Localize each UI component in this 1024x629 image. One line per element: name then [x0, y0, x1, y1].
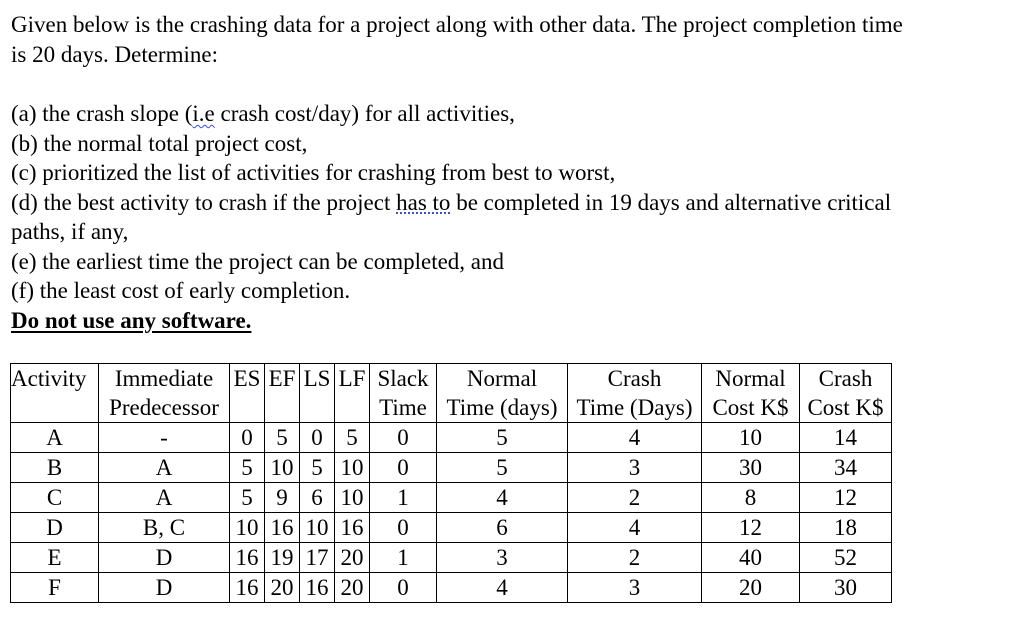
table-cell: 10	[335, 483, 370, 513]
software-note: Do not use any software.	[11, 307, 252, 333]
table-cell: A	[11, 423, 99, 453]
table-cell: 52	[800, 543, 892, 573]
table-cell: 4	[437, 573, 568, 603]
header-es: ES	[230, 364, 265, 394]
table-cell: 8	[702, 483, 800, 513]
table-cell: 5	[265, 423, 300, 453]
table-cell: 16	[230, 573, 265, 603]
item-d-has-to: has to	[396, 189, 451, 215]
header-ls-2	[300, 393, 335, 423]
header-normal-time-days: Time (days)	[437, 393, 568, 423]
table-cell: 3	[437, 543, 568, 573]
table-cell: 10	[300, 513, 335, 543]
crashing-data-table	[10, 363, 892, 603]
item-d-text-2: be completed in 19 days and alternative critical	[450, 189, 892, 215]
table-cell: 0	[370, 453, 437, 483]
table-cell: 3	[568, 573, 702, 603]
header-ef: EF	[265, 364, 300, 394]
table-cell: 30	[800, 573, 892, 603]
table-row	[11, 453, 892, 483]
table-cell: 6	[300, 483, 335, 513]
table-cell: 5	[230, 453, 265, 483]
table-cell: 4	[568, 513, 702, 543]
item-a-ie: i.e	[192, 101, 215, 126]
table-cell: 12	[702, 513, 800, 543]
table-row	[11, 513, 892, 543]
item-e: (e) the earliest time the project can be completed, and	[11, 248, 504, 274]
header-normal-cost-k: Cost K$	[702, 393, 800, 423]
table-row	[11, 543, 892, 573]
header-normal-time: Normal	[437, 364, 568, 394]
header-es-2	[230, 393, 265, 423]
table-cell: 19	[265, 543, 300, 573]
table-cell: 0	[300, 423, 335, 453]
table-cell: 10	[335, 453, 370, 483]
table-cell: 10	[265, 453, 300, 483]
table-row	[11, 483, 892, 513]
table-cell: 40	[702, 543, 800, 573]
table-cell: 16	[335, 513, 370, 543]
header-crash-cost-k: Cost K$	[800, 393, 892, 423]
item-a-text-1: (a) the crash slope (	[11, 101, 193, 126]
header-predecessor: Predecessor	[99, 393, 230, 423]
table-cell: 30	[702, 453, 800, 483]
table-cell: 1	[370, 483, 437, 513]
table-cell: 16	[300, 573, 335, 603]
header-activity-2	[11, 393, 99, 423]
table-cell: 16	[230, 543, 265, 573]
item-f: (f) the least cost of early completion.	[11, 278, 351, 303]
table-cell: 2	[568, 543, 702, 573]
table-cell: 4	[437, 483, 568, 513]
intro-line-1: Given below is the crashing data for a project along with other data. The project completion time	[11, 12, 903, 37]
table-cell: 14	[800, 423, 892, 453]
item-d-continued: paths, if any,	[11, 219, 129, 244]
table-cell: 4	[568, 423, 702, 453]
table-cell: D	[99, 543, 230, 573]
header-lf: LF	[335, 364, 370, 394]
header-slack-time: Time	[370, 393, 437, 423]
table-cell: 20	[335, 573, 370, 603]
table-row	[11, 573, 892, 603]
table-cell: 6	[437, 513, 568, 543]
table-cell: 5	[335, 423, 370, 453]
table-cell: 17	[300, 543, 335, 573]
table-cell: 20	[702, 573, 800, 603]
table-body	[11, 423, 892, 603]
table-cell: 5	[437, 423, 568, 453]
header-slack: Slack	[370, 364, 437, 394]
table-cell: 20	[335, 543, 370, 573]
table-cell: 10	[702, 423, 800, 453]
header-crash-time: Crash	[568, 364, 702, 394]
item-d-text-1: (d) the best activity to crash if the project	[11, 189, 397, 215]
header-ls: LS	[300, 364, 335, 394]
table-cell: A	[99, 483, 230, 513]
table-cell: 34	[800, 453, 892, 483]
table-cell: 10	[230, 513, 265, 543]
header-activity: Activity	[11, 364, 99, 394]
table-row	[11, 423, 892, 453]
table-cell: 2	[568, 483, 702, 513]
table-cell: 5	[437, 453, 568, 483]
table-cell: 3	[568, 453, 702, 483]
table-cell: E	[11, 543, 99, 573]
table-cell: 5	[300, 453, 335, 483]
header-immediate: Immediate	[99, 364, 230, 394]
table-header-row-2	[11, 393, 892, 423]
table-cell: 16	[265, 513, 300, 543]
item-a	[11, 99, 1011, 129]
table-cell: C	[11, 483, 99, 513]
table-cell: B	[11, 453, 99, 483]
table-cell: F	[11, 573, 99, 603]
table-cell: 18	[800, 513, 892, 543]
header-crash-cost: Crash	[800, 364, 892, 394]
intro-line-2: is 20 days. Determine:	[11, 41, 218, 67]
item-c: (c) prioritized the list of activities for crashing from best to worst,	[11, 160, 616, 185]
problem-statement	[11, 10, 1011, 335]
item-d	[11, 188, 1011, 218]
table-cell: 12	[800, 483, 892, 513]
header-normal-cost: Normal	[702, 364, 800, 394]
table-cell: D	[99, 573, 230, 603]
table-cell: 5	[230, 483, 265, 513]
table-cell: -	[99, 423, 230, 453]
table-cell: 0	[370, 513, 437, 543]
table-cell: B, C	[99, 513, 230, 543]
table-header-row-1	[11, 364, 892, 394]
header-lf-2	[335, 393, 370, 423]
item-b: (b) the normal total project cost,	[11, 130, 308, 156]
table-cell: A	[99, 453, 230, 483]
header-ef-2	[265, 393, 300, 423]
item-a-text-2: crash cost/day) for all activities,	[214, 101, 515, 126]
table-cell: 20	[265, 573, 300, 603]
header-crash-time-days: Time (Days)	[568, 393, 702, 423]
table-cell: D	[11, 513, 99, 543]
table-cell: 0	[370, 573, 437, 603]
table-cell: 0	[370, 423, 437, 453]
table-cell: 0	[230, 423, 265, 453]
table-cell: 9	[265, 483, 300, 513]
table-cell: 1	[370, 543, 437, 573]
